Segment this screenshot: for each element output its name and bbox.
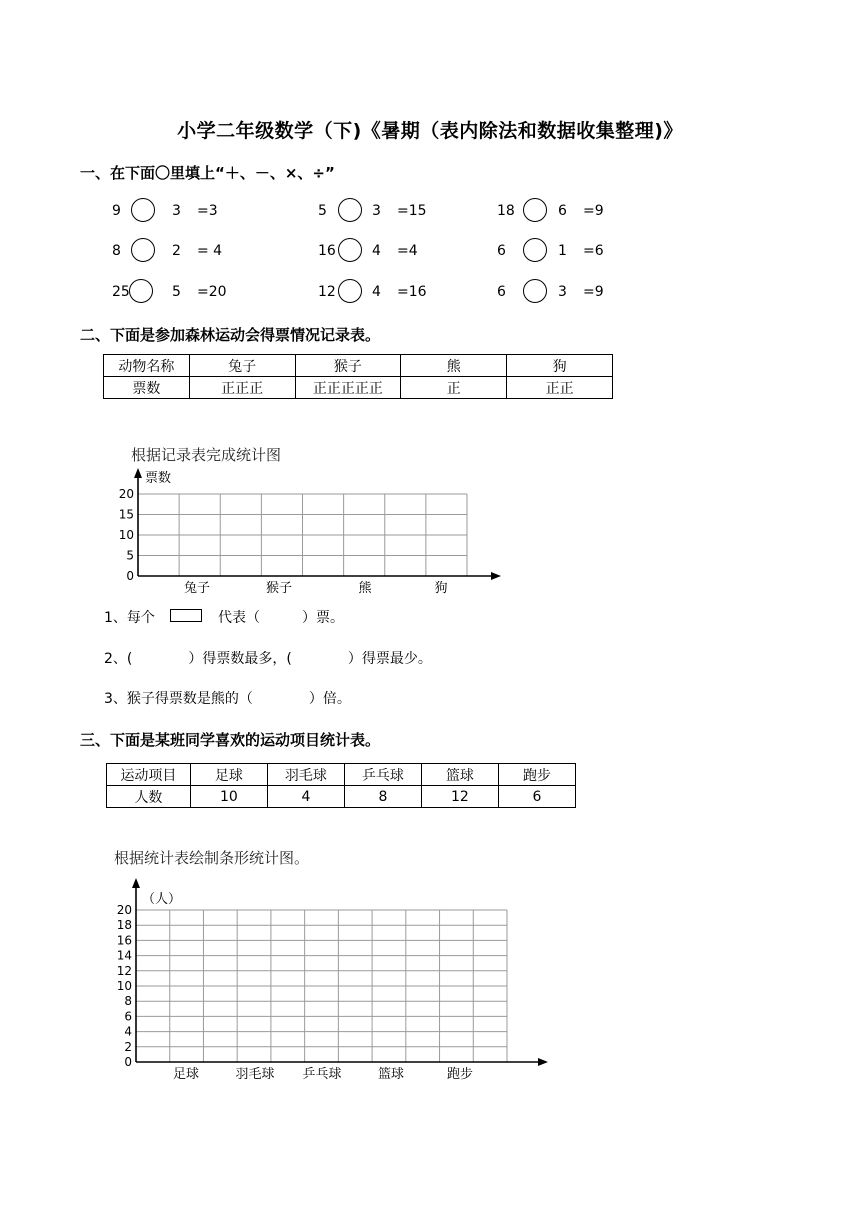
x-tick-label: 乒乓球 [302,1067,342,1082]
question-3: 3、猴子得票数是熊的（ ）倍。 [104,691,351,707]
operand-a: 16 [318,243,336,259]
operand-a: 18 [497,203,515,219]
operand-a: 8 [112,243,121,259]
result: =16 [397,284,427,300]
table-cell: 人数 [107,786,191,808]
x-tick-label: 羽毛球 [235,1067,275,1082]
y-tick-label: 15 [118,507,134,522]
table-cell: 动物名称 [104,355,190,377]
result: =3 [197,203,218,219]
table-cell: 足球 [190,764,267,786]
table-cell: 10 [190,786,267,808]
chart2-caption: 根据统计表绘制条形统计图。 [114,849,310,867]
operand-a: 6 [497,284,506,300]
sports-bar-chart [100,876,560,1086]
answer-circle[interactable] [131,238,155,262]
x-tick-label: 跑步 [446,1067,474,1082]
y-tick-label: 18 [116,918,132,933]
unit-rectangle-icon [170,609,202,622]
section3-heading: 三、下面是某班同学喜欢的运动项目统计表。 [80,731,381,749]
y-tick-label: 2 [124,1039,132,1054]
vote-bar-chart [100,462,520,598]
operand-b: 3 [172,203,181,219]
y-axis-arrow-icon [134,468,142,478]
y-tick-label: 0 [126,569,134,583]
x-axis-arrow-icon [491,572,501,580]
table-cell: 正正 [507,377,613,399]
y-tick-label: 4 [124,1024,132,1039]
answer-circle[interactable] [338,279,362,303]
result: =4 [397,243,418,259]
table-cell: 12 [421,786,498,808]
answer-circle[interactable] [523,198,547,222]
section2-heading: 二、下面是参加森林运动会得票情况记录表。 [80,326,381,344]
operand-b: 4 [372,284,381,300]
answer-circle[interactable] [338,198,362,222]
result: =9 [583,284,604,300]
result: =6 [583,243,604,259]
table-cell: 正 [401,377,507,399]
operand-b: 2 [172,243,181,259]
answer-circle[interactable] [523,238,547,262]
operand-b: 3 [558,284,567,300]
y-tick-label: 10 [118,528,134,542]
y-tick-label: 20 [118,487,134,501]
question-1-prefix: 1、每个 [104,610,155,626]
table-cell: 4 [267,786,344,808]
table-cell: 兔子 [189,355,295,377]
operand-b: 4 [372,243,381,259]
answer-circle[interactable] [131,198,155,222]
x-tick-label: 篮球 [377,1067,405,1082]
sports-table [106,763,576,808]
x-tick-label: 猴子 [265,581,293,596]
answer-circle[interactable] [523,279,547,303]
answer-circle[interactable] [129,279,153,303]
section1-heading: 一、在下面〇里填上“＋、－、×、÷” [80,164,335,182]
y-axis-label: （人） [142,892,182,907]
result: =20 [197,284,227,300]
question-2: 2、( ）得票数最多，( ）得票最少。 [104,651,432,667]
x-tick-label: 熊 [358,581,372,596]
table-cell: 羽毛球 [267,764,344,786]
question-1-suffix: 代表（ ）票。 [218,610,344,626]
table-cell: 猴子 [295,355,401,377]
y-axis-label: 票数 [145,471,172,486]
operand-b: 3 [372,203,381,219]
operand-a: 25 [112,284,130,300]
result: = 4 [197,243,223,259]
table-cell: 运动项目 [107,764,191,786]
operand-a: 12 [318,284,336,300]
table-header-row [107,764,576,786]
vote-record-table [103,354,613,399]
operand-a: 9 [112,203,121,219]
table-row [107,786,576,808]
operand-b: 5 [172,284,181,300]
table-cell: 乒乓球 [344,764,421,786]
table-header-row [104,355,613,377]
y-tick-label: 20 [116,903,132,917]
operand-a: 6 [497,243,506,259]
answer-circle[interactable] [338,238,362,262]
table-cell: 狗 [507,355,613,377]
x-tick-label: 狗 [434,581,448,596]
x-axis-arrow-icon [538,1058,548,1066]
y-tick-label: 10 [116,979,132,993]
page-title: 小学二年级数学（下)《暑期（表内除法和数据收集整理)》 [177,120,683,142]
x-tick-label: 足球 [172,1067,200,1082]
chart1-caption: 根据记录表完成统计图 [131,446,282,464]
y-tick-label: 6 [124,1009,132,1024]
table-cell: 正正正 [189,377,295,399]
table-cell: 正正正正正 [295,377,401,399]
table-cell: 票数 [104,377,190,399]
y-tick-label: 0 [124,1055,132,1069]
y-axis-arrow-icon [132,878,140,888]
result: =9 [583,203,604,219]
operand-b: 1 [558,243,567,259]
x-tick-label: 兔子 [183,581,211,596]
operand-b: 6 [558,203,567,219]
y-tick-label: 12 [116,963,132,978]
result: =15 [397,203,427,219]
y-tick-label: 16 [116,933,132,948]
table-cell: 跑步 [498,764,575,786]
y-tick-label: 8 [124,994,132,1009]
table-cell: 8 [344,786,421,808]
table-cell: 6 [498,786,575,808]
table-row [104,377,613,399]
y-tick-label: 5 [126,548,134,563]
operand-a: 5 [318,203,327,219]
table-cell: 篮球 [421,764,498,786]
table-cell: 熊 [401,355,507,377]
y-tick-label: 14 [116,948,132,963]
